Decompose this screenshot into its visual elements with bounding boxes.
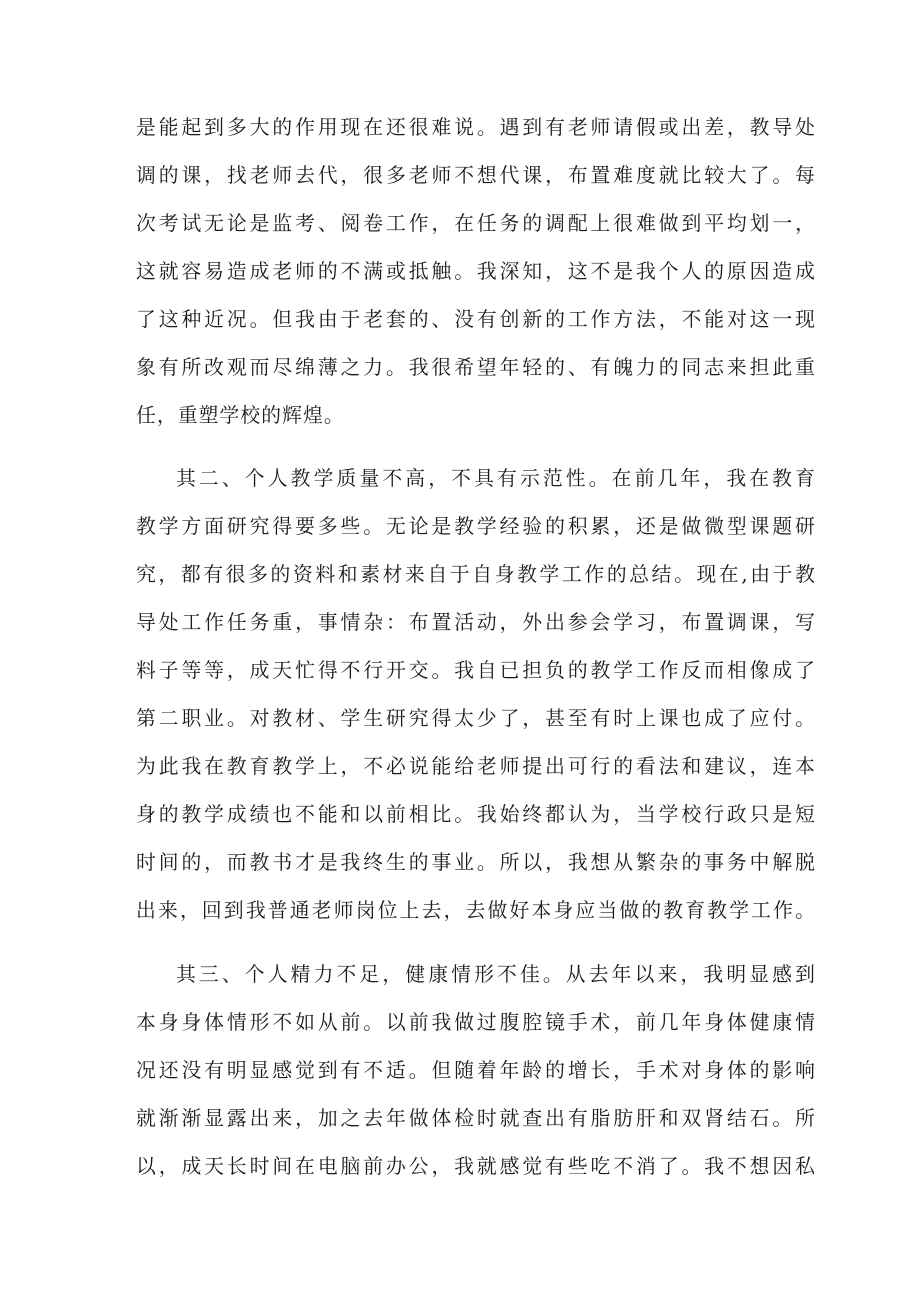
paragraph-first-line: 其二、个人教学质量不高，不具有示范性。在前几年，我在教育 xyxy=(176,467,816,490)
text-line: 导处工作任务重，事情杂：布置活动，外出参会学习，布置调课，写 xyxy=(136,611,816,634)
text-line: 次考试无论是监考、阅卷工作，在任务的调配上很难做到平均划一， xyxy=(136,212,816,235)
text-line: 以，成天长时间在电脑前办公，我就感觉有些吃不消了。我不想因私 xyxy=(136,1155,816,1178)
text-line: 况还没有明显感觉到有不适。但随着年龄的增长，手术对身体的影响 xyxy=(136,1059,816,1082)
text-line: 为此我在教育教学上，不必说能给老师提出可行的看法和建议，连本 xyxy=(136,755,816,778)
text-line: 了这种近况。但我由于老套的、没有创新的工作方法，不能对这一现 xyxy=(136,308,816,331)
text-line: 时间的，而教书才是我终生的事业。所以，我想从繁杂的事务中解脱 xyxy=(136,851,816,874)
text-line: 就渐渐显露出来，加之去年做体检时就查出有脂肪肝和双肾结石。所 xyxy=(136,1107,816,1130)
paragraph-first-line: 其三、个人精力不足，健康情形不佳。从去年以来，我明显感到 xyxy=(176,963,816,986)
text-line: 教学方面研究得要多些。无论是教学经验的积累，还是做微型课题研 xyxy=(136,515,816,538)
text-line: 象有所改观而尽绵薄之力。我很希望年轻的、有魄力的同志来担此重 xyxy=(136,356,816,379)
text-line: 料子等等，成天忙得不行开交。我自已担负的教学工作反而相像成了 xyxy=(136,659,816,682)
text-line: 这就容易造成老师的不满或抵触。我深知，这不是我个人的原因造成 xyxy=(136,260,816,283)
text-line: 出来，回到我普通老师岗位上去，去做好本身应当做的教育教学工作。 xyxy=(136,899,816,922)
text-line: 任，重塑学校的辉煌。 xyxy=(136,404,345,427)
text-line: 是能起到多大的作用现在还很难说。遇到有老师请假或出差，教导处 xyxy=(136,116,816,139)
text-line: 第二职业。对教材、学生研究得太少了，甚至有时上课也成了应付。 xyxy=(136,707,816,730)
text-line: 调的课，找老师去代，很多老师不想代课，布置难度就比较大了。每 xyxy=(136,164,816,187)
text-line: 本身身体情形不如从前。以前我做过腹腔镜手术，前几年身体健康情 xyxy=(136,1011,816,1034)
text-line: 究，都有很多的资料和素材来自于自身教学工作的总结。现在,由于教 xyxy=(136,563,816,586)
text-line: 身的教学成绩也不能和以前相比。我始终都认为，当学校行政只是短 xyxy=(136,803,816,826)
